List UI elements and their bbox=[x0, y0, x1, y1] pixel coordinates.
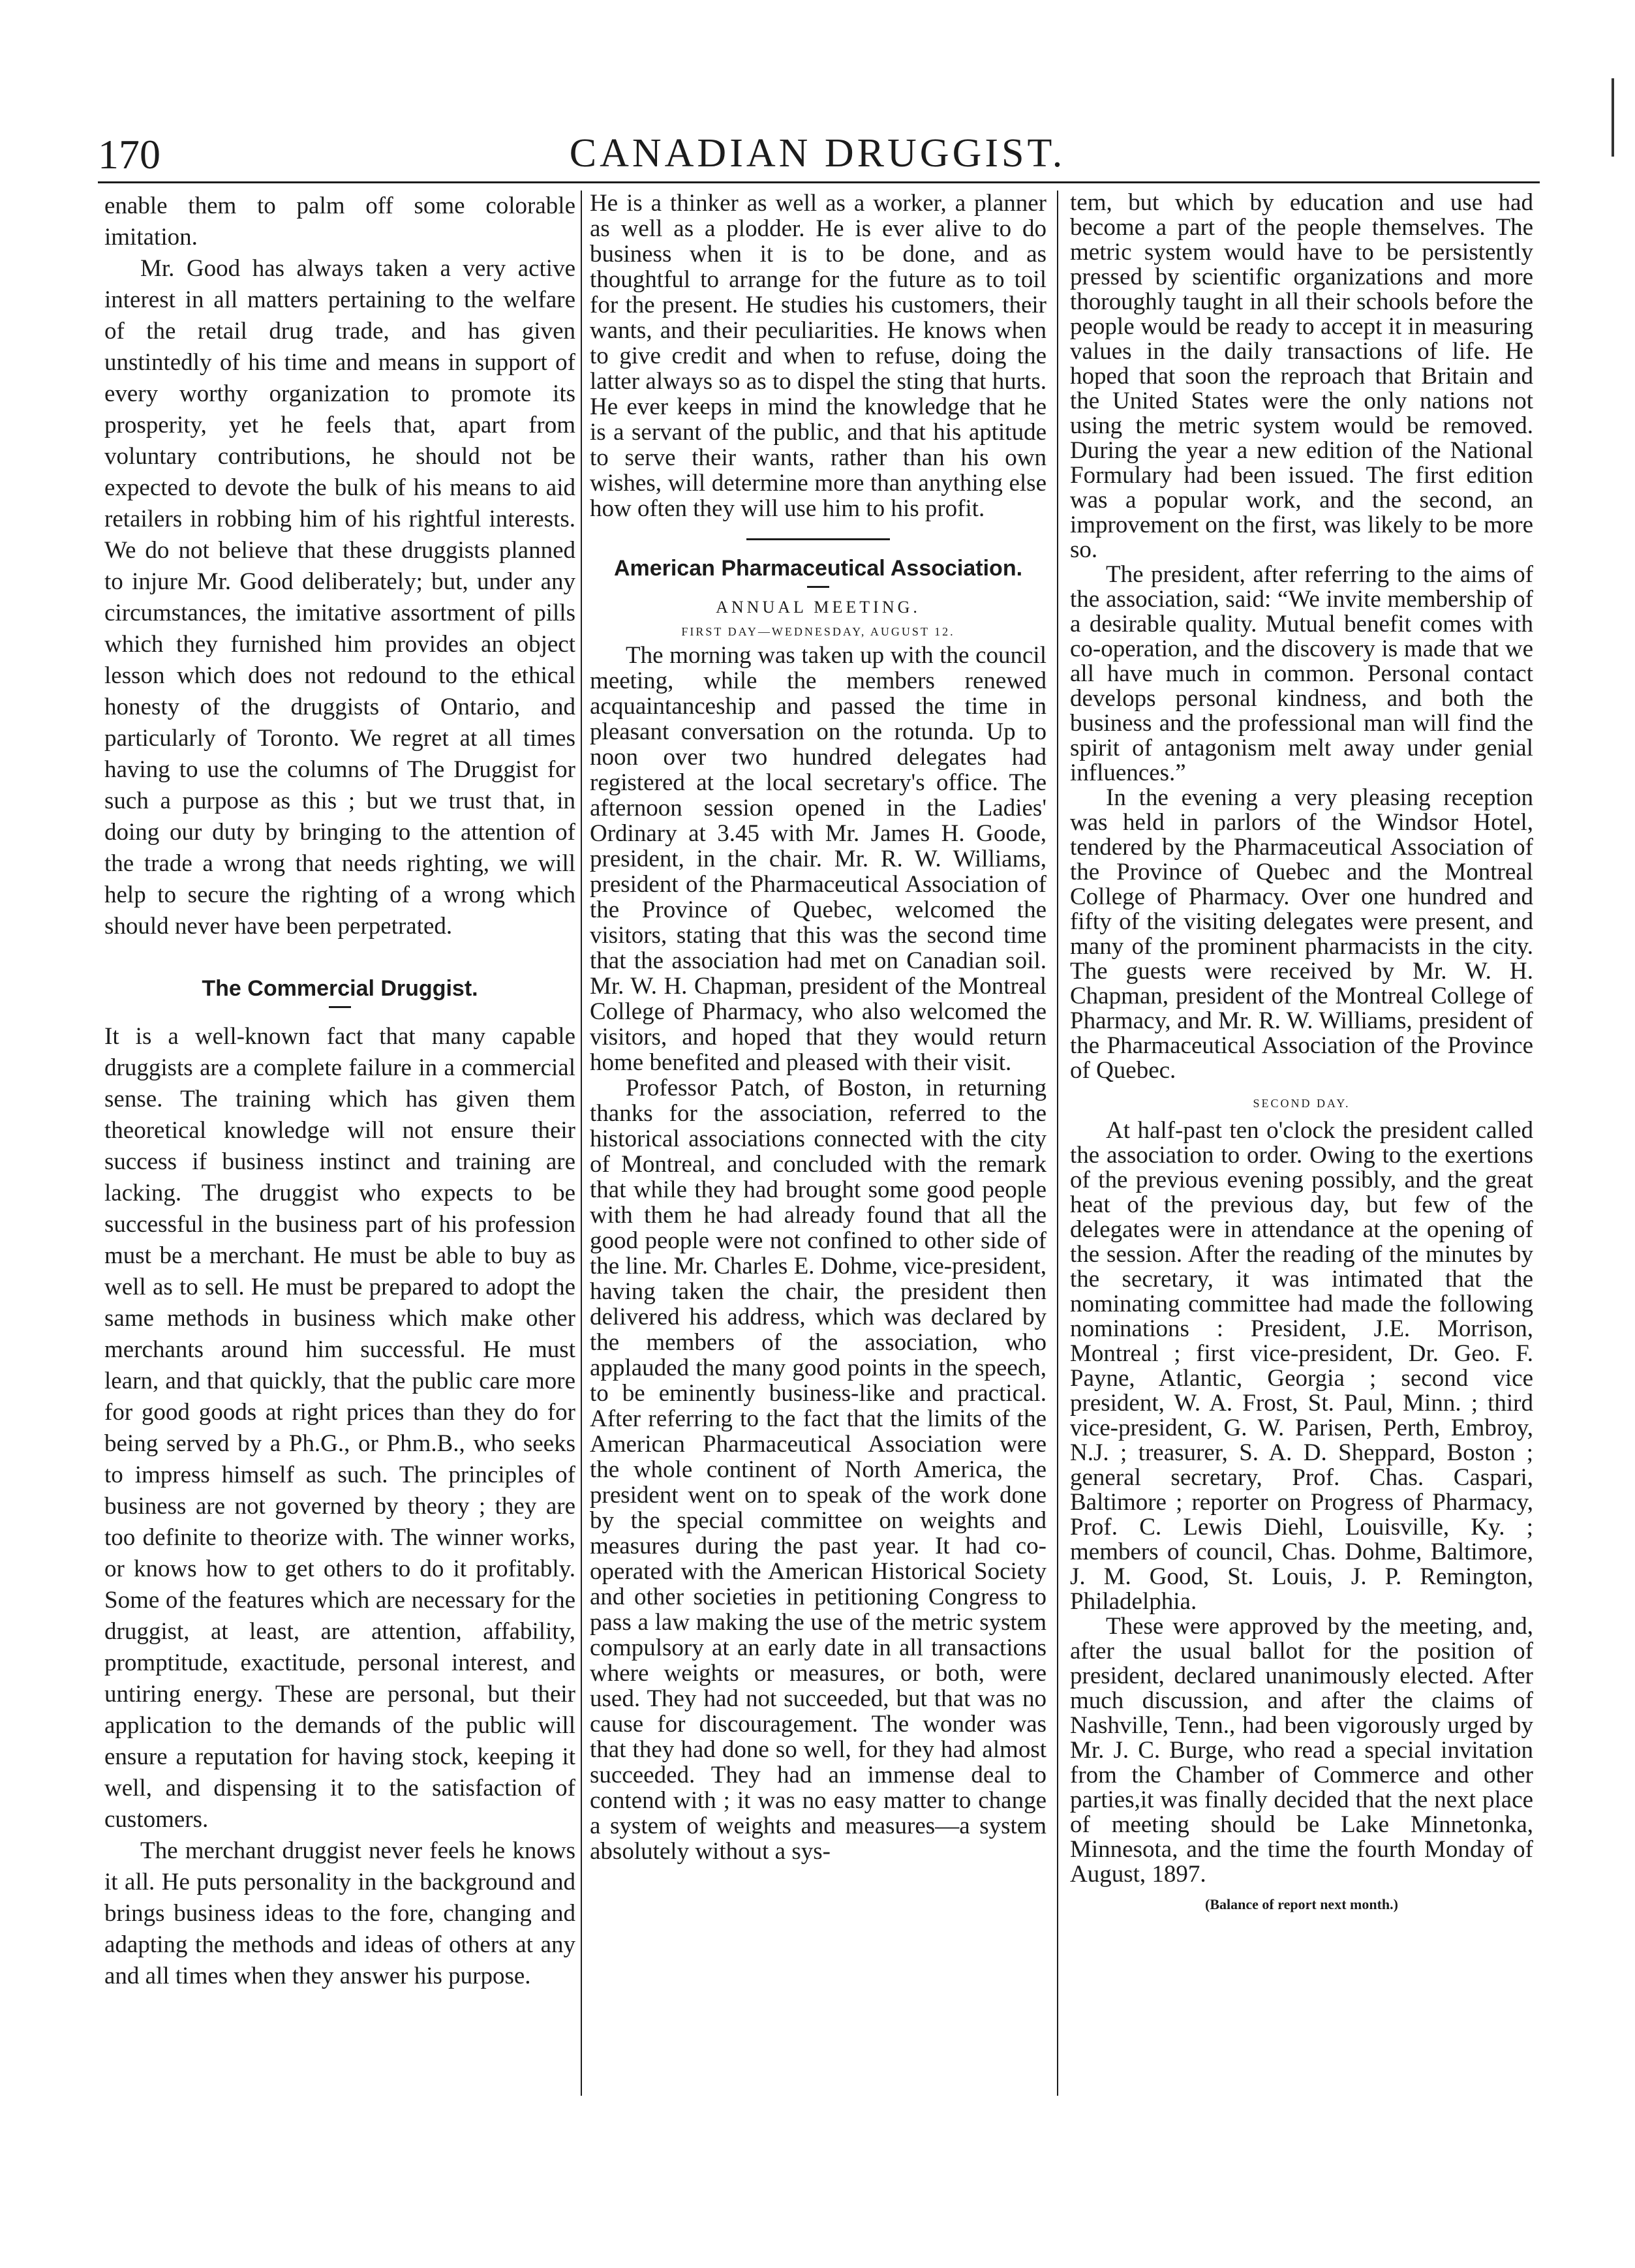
footnote: (Balance of report next month.) bbox=[1205, 1896, 1398, 1912]
column-2 bbox=[590, 191, 1047, 1864]
page-header bbox=[0, 111, 1635, 183]
article-title: The Commercial Druggist. bbox=[202, 976, 478, 1001]
paragraph: He is a thinker as well as a worker, a planner as well as a plodder. He is ever alive to do business when it is to be done, and as thoughtful to arrange for the future as to toil for the present. He studies his customers, their wants, and their peculiarities. He knows when to give credit and when to refuse, doing the latter always so as to dispel the sting that hurts. He ever keeps in mind the knowledge that he is a servant of the public, and that his aptitude to serve their wants, rather than his own wishes, will determine more than anything else how often they will use him to his profit. bbox=[590, 190, 1047, 522]
article-title: American Pharmaceutical Association. bbox=[613, 556, 1023, 581]
section-heading: SECOND DAY. bbox=[1253, 1097, 1351, 1110]
column-3 bbox=[1070, 191, 1533, 1917]
paragraph: Mr. Good has always taken a very active interest in all matters pertaining to the welfare of the retail drug trade, and has given unstintedly of his time and means in support of every worthy organization to promote its prosperity, yet he feels that, apart from voluntary contributions, he should not be expected to devote the bulk of his means to aid retailers in robbing him of his rightful interests. We do not believe that these druggists planned to injure Mr. Good deliberately; but, under any circumstances, the imitative assortment of pills which they furnished him provides an object lesson which does not redound to the ethical honesty of the druggists of Ontario, and particularly of Toronto. We regret at all times having to use the columns of The Druggist for such a purpose as this ; but we trust that, in doing our duty by bringing to the attention of the trade a wrong that needs righting, we will help to secure the righting of a wrong which should never have been perpetrated. bbox=[104, 255, 575, 940]
paragraph: It is a well-known fact that many capable druggists are a complete failure in a commercial sense. The training which has given them theoretical knowledge will not ensure their success if business instinct and training are lacking. The druggist who expects to be successful in the business part of his profession must be a merchant. He must be able to buy as well as to sell. He must be prepared to adopt the same methods in business which make other merchants around him successful. He must learn, and that quickly, that the public care more for good goods at right prices than they do for being served by a Ph.G., or Phm.B., who seeks to impress himself as such. The principles of business are not governed by theory ; they are too definite to theorize with. The winner works, or knows how to get others to do it profitably. Some of the features which are necessary for the druggist, at least, are attention, affability, promptitude, exactitude, personal interest, and untiring energy. These are personal, but their application to the demands of the public will ensure a reputation for having stock, keeping it well, and dispensing it to the satisfaction of customers. bbox=[104, 1023, 575, 1833]
dateline: FIRST DAY—WEDNESDAY, AUGUST 12. bbox=[681, 625, 955, 638]
paragraph: enable them to palm off some colorable imitation. bbox=[104, 192, 575, 251]
paragraph: tem, but which by education and use had become a part of the people themselves. The metric system would have to be persistently pressed by scientific organizations and more thoroughly taught in all their schools before the people would be ready to accept it in measuring values in the daily transactions of life. He hoped that soon the reproach that Britain and the United States were the only nations not using the metric system would be removed. During the year a new edition of the National Formulary had been issued. The first edition was a popular work, and the second, an improvement on the first, was likely to be more so. bbox=[1070, 189, 1533, 563]
title-dash bbox=[329, 1006, 351, 1008]
header-rule bbox=[98, 181, 1540, 183]
paragraph: The morning was taken up with the council meeting, while the members renewed acquaintanceship and passed the time in pleasant conversation on the rotunda. Up to noon over two hundred delegates had registered at the local secretary's office. The afternoon session opened in the Ladies' Ordinary at 3.45 with Mr. James H. Goode, president, in the chair. Mr. R. W. Williams, president of the Pharmaceutical Association of the Province of Quebec, welcomed the visitors, stating that this was the second time that the association had met on Canadian soil. Mr. W. H. Chapman, president of the Montreal College of Pharmacy, who also welcomed the visitors, and hoped that they would return home benefited and pleased with their visit. bbox=[590, 642, 1047, 1076]
paragraph: These were approved by the meeting, and, after the usual ballot for the position of president, declared unanimously elected. After much discussion, and after the claims of Nashville, Tenn., had been vigorously urged by Mr. J. C. Burge, who read a special invitation from the Chamber of Commerce and other parties,it was finally decided that the next place of meeting should be Lake Minnetonka, Minnesota, and the time the fourth Monday of August, 1897. bbox=[1070, 1613, 1533, 1888]
page-number: 170 bbox=[98, 131, 160, 177]
paragraph: Professor Patch, of Boston, in returning thanks for the association, referred to the historical associations connected with the city of Montreal, and concluded with the remark that while they had brought some good people with them he had already found that all the good people were not confined to other side of the line. Mr. Charles E. Dohme, vice-president, having taken the chair, the president then delivered his address, which was declared by the members of the association, who applauded the many good points in the speech, to be eminently business-like and practical. After referring to the fact that the limits of the American Pharmaceutical Association were the whole continent of North America, the president went on to speak of the work done by the special committee on weights and measures during the past year. It had co-operated with the American Historical Society and other societies in petitioning Congress to pass a law making the use of the metric system compulsory at an early date in all transactions where weights or measures, or both, were used. They had not succeeded, but that was no cause for discouragement. The wonder was that they had done so well, for they had almost succeeded. They had an immense deal to contend with ; it was no easy matter to change a system of weights and measures—a system absolutely without a sys- bbox=[590, 1075, 1047, 1865]
column-divider bbox=[581, 191, 582, 2096]
paragraph: The president, after referring to the aims of the association, said: “We invite membership of a desirable quality. Mutual benefit comes with co-operation, and the discovery is made that we all have much in common. Personal contact develops personal kindness, and both the business and the professional man will find the spirit of antagonism melt away under genial influences.” bbox=[1070, 561, 1533, 786]
paragraph: The merchant druggist never feels he knows it all. He puts personality in the background and brings business ideas to the fore, changing and adapting the methods and ideas of others at any and all times when they answer his purpose. bbox=[104, 1837, 575, 1989]
column-divider bbox=[1057, 191, 1058, 2096]
paragraph: At half-past ten o'clock the president called the association to order. Owing to the exertions of the previous evening possibly, and the great heat of the previous day, but few of the delegates were in attendance at the opening of the session. After the reading of the minutes by the secretary, it was intimated that the nominating committee had made the following nominations : President, J.E. Morrison, Montreal ; first vice-president, Dr. Geo. F. Payne, Atlantic, Georgia ; second vice president, W. A. Frost, St. Paul, Minn. ; third vice-president, G. W. Parisen, Perth, Embroy, N.J. ; treasurer, S. A. D. Sheppard, Boston ; general secretary, Prof. Chas. Caspari, Baltimore ; reporter on Progress of Pharmacy, Prof. C. Lewis Diehl, Louisville, Ky. ; members of council, Chas. Dohme, Baltimore, J. M. Good, St. Louis, J. P. Remington, Philadelphia. bbox=[1070, 1117, 1533, 1615]
paragraph: In the evening a very pleasing reception was held in parlors of the Windsor Hotel, tendered by the Pharmaceutical Association of the Province of Quebec and the Montreal College of Pharmacy. Over one hundred and fifty of the visiting delegates were present, and many of the prominent pharmacists in the city. The guests were received by Mr. W. H. Chapman, president of the Montreal College of Pharmacy, and Mr. R. W. Williams, president of the Pharmaceutical Association of the Province of Quebec. bbox=[1070, 784, 1533, 1084]
margin-mark bbox=[1612, 78, 1614, 157]
subheading: ANNUAL MEETING. bbox=[716, 598, 921, 617]
column-1 bbox=[104, 191, 575, 1992]
journal-title: CANADIAN DRUGGIST. bbox=[569, 131, 1066, 176]
title-dash bbox=[807, 586, 829, 588]
section-rule bbox=[746, 538, 890, 540]
